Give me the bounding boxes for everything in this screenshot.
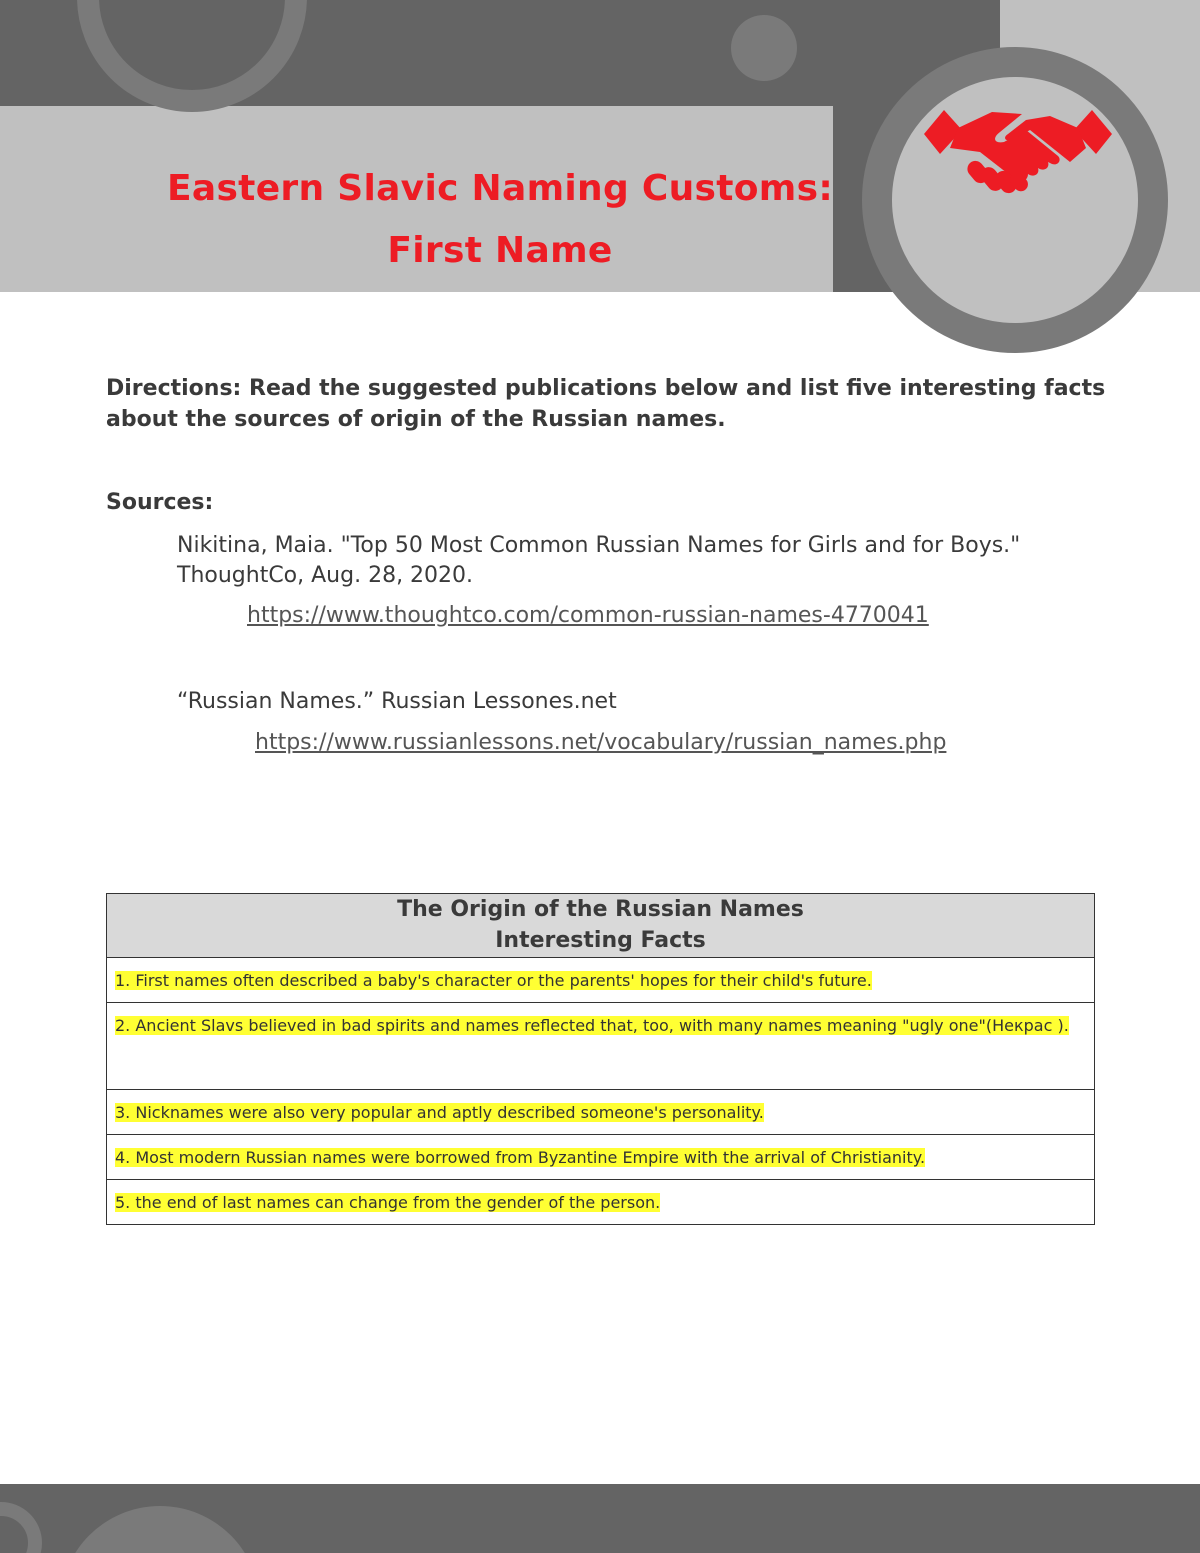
footer-decorative-circle [60,1506,260,1553]
fact-cell-5 [107,1180,1095,1225]
source-citation-1-line2: ThoughtCo, Aug. 28, 2020. [177,563,474,588]
table-header-subtitle: Interesting Facts [495,928,706,953]
table-row [107,1090,1095,1135]
fact-cell-4 [107,1135,1095,1180]
table-row [107,958,1095,1003]
fact-cell-1 [107,958,1095,1003]
table-row [107,1180,1095,1225]
page-title-line2: First Name [387,230,613,271]
source-citation-1 [177,531,1137,591]
sources-label: Sources: [106,490,214,515]
fact-text-5: 5. the end of last names can change from the gender of the person. [115,1193,661,1212]
source-link-2[interactable]: https://www.russianlessons.net/vocabulary/russian_names.php [255,730,947,755]
fact-text-4: 4. Most modern Russian names were borrowed from Byzantine Empire with the arrival of Christianity. [115,1148,926,1167]
fact-text-3: 3. Nicknames were also very popular and aptly described someone's personality. [115,1103,764,1122]
table-row [107,1135,1095,1180]
table-header [107,894,1095,958]
facts-table [106,893,1095,1225]
source-citation-1-line1: Nikitina, Maia. "Top 50 Most Common Russian Names for Girls and for Boys." [177,533,1021,558]
fact-text-1: 1. First names often described a baby's character or the parents' hopes for their child's future. [115,971,872,990]
directions-text: Directions: Read the suggested publications below and list five interesting facts about the sources of origin of the Russian names. [106,376,1106,432]
source-link-1[interactable]: https://www.thoughtco.com/common-russian-names-4770041 [247,603,929,628]
table-header-row [107,894,1095,958]
footer-band [0,1484,1200,1553]
fact-cell-2 [107,1003,1095,1090]
fact-cell-3 [107,1090,1095,1135]
source-citation-2: “Russian Names.” Russian Lessones.net [177,689,617,714]
fact-text-2: 2. Ancient Slavs believed in bad spirits and names reflected that, too, with many names meaning "ugly one"(Некрас ). [115,1016,1069,1035]
decorative-dot [731,15,797,81]
footer-decorative-ring [0,1502,42,1553]
table-row [107,1003,1095,1090]
table-header-title: The Origin of the Russian Names [397,897,804,922]
page-title-line1: Eastern Slavic Naming Customs: [166,168,834,209]
